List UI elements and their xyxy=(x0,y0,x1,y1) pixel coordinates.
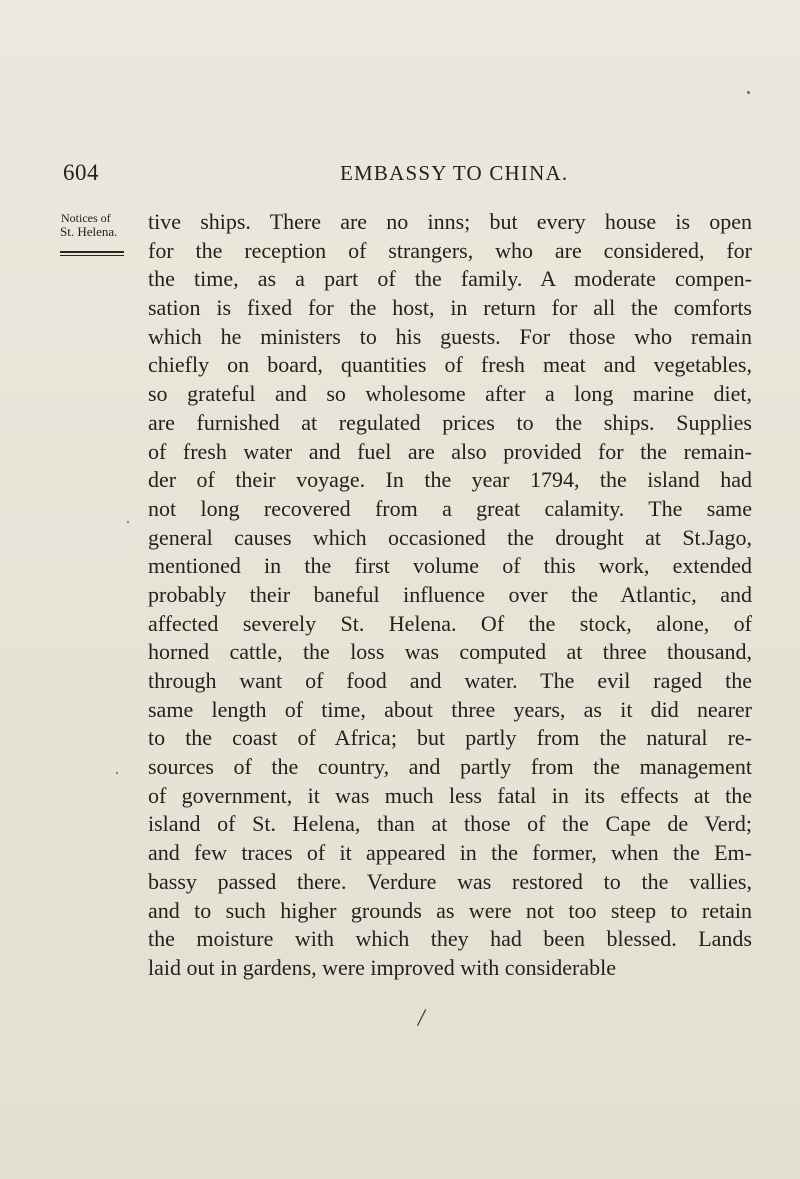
text-line: bassy passed there. Verdure was restored to the vallies, xyxy=(148,868,752,894)
marginal-note-line-1: Notices of xyxy=(61,211,111,225)
text-line: island of St. Helena, than at those of the Cape de Verd; xyxy=(148,811,752,837)
marginal-note xyxy=(61,211,123,239)
paper-speck xyxy=(116,772,118,774)
text-line: for the reception of strangers, who are considered, for xyxy=(148,237,752,263)
text-line: of fresh water and fuel are also provided for the remain- xyxy=(148,438,752,464)
page-number: 604 xyxy=(63,160,99,185)
paper-speck xyxy=(747,91,750,94)
text-line: of government, it was much less fatal in its effects at the xyxy=(148,782,752,808)
running-title: EMBASSY TO CHINA. xyxy=(340,161,569,185)
text-line: mentioned in the first volume of this work, extended xyxy=(148,553,752,579)
text-line: which he ministers to his guests. For those who remain xyxy=(148,323,752,349)
text-line: chiefly on board, quantities of fresh meat and vegetables, xyxy=(148,352,752,378)
text-line: sources of the country, and partly from the management xyxy=(148,754,752,780)
marginal-note-line-2: St. Helena. xyxy=(60,224,118,239)
text-line: horned cattle, the loss was computed at three thousand, xyxy=(148,639,752,665)
text-line: are furnished at regulated prices to the ships. Supplies xyxy=(148,409,752,435)
text-line: sation is fixed for the host, in return for all the comforts xyxy=(148,295,752,321)
text-line: so grateful and so wholesome after a long marine diet, xyxy=(148,381,752,407)
text-line: the moisture with which they had been blessed. Lands xyxy=(148,926,752,952)
text-line: der of their voyage. In the year 1794, the island had xyxy=(148,467,752,493)
text-line: general causes which occasioned the drought at St.Jago, xyxy=(148,524,752,550)
text-line: the time, as a part of the family. A moderate compen- xyxy=(148,266,752,292)
body-text xyxy=(148,208,752,983)
text-line: tive ships. There are no inns; but every house is open xyxy=(148,209,752,234)
text-line: same length of time, about three years, as it did nearer xyxy=(148,696,752,722)
text-line: laid out in gardens, were improved with considerable xyxy=(148,954,616,980)
text-line: and to such higher grounds as were not too steep to retain xyxy=(148,897,752,923)
text-line: not long recovered from a great calamity. The same xyxy=(148,495,752,521)
text-line: and few traces of it appeared in the former, when the Em- xyxy=(148,840,752,866)
marginal-note-rule xyxy=(60,251,124,253)
text-line: affected severely St. Helena. Of the stock, alone, of xyxy=(148,610,752,636)
text-line: through want of food and water. The evil raged the xyxy=(148,668,752,693)
text-line: probably their baneful influence over the Atlantic, and xyxy=(148,581,752,607)
paper-speck xyxy=(127,521,129,523)
stray-pen-mark: / xyxy=(416,1002,428,1033)
text-line: to the coast of Africa; but partly from the natural re- xyxy=(148,725,752,751)
page-header xyxy=(0,160,800,190)
